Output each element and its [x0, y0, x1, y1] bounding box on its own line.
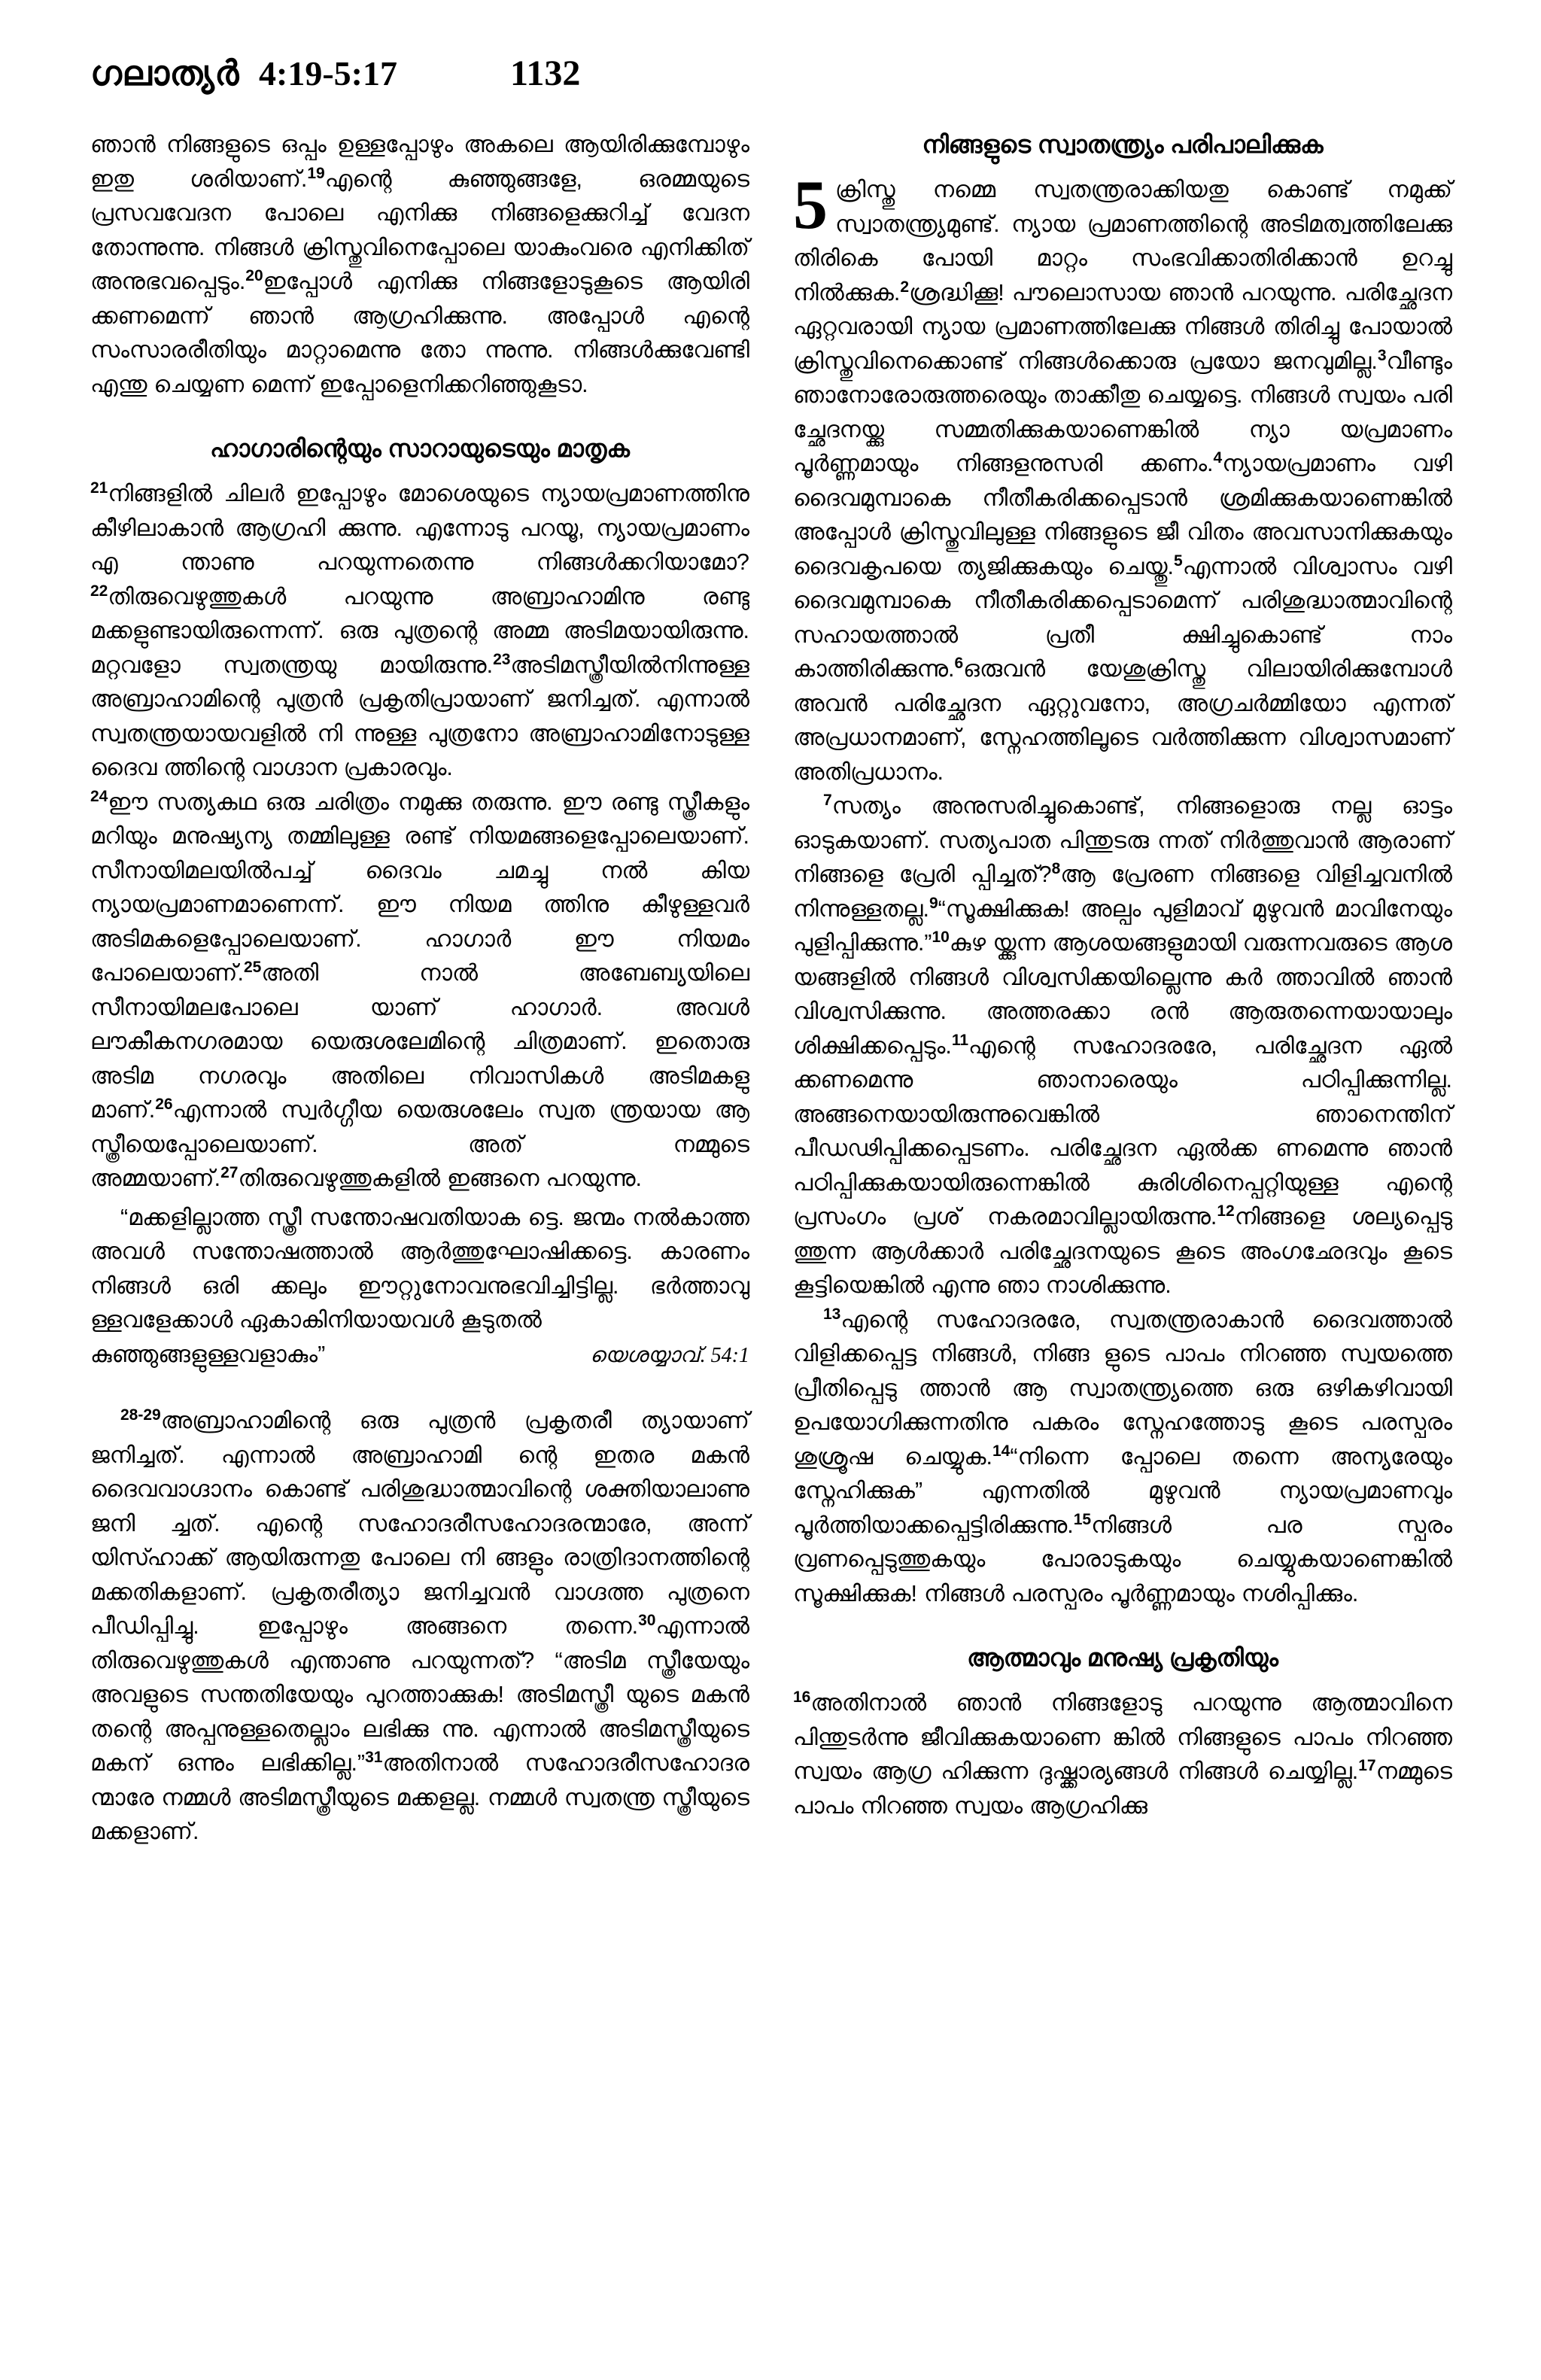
- verse-text: അബ്രാഹാമിന്റെ ഒരു പുത്രൻ പ്രകൃതരീ ത്യായാണ് ജനിച്ചത്. എന്നാൽ അബ്രാഹാമി ന്റെ ഇതര മകൻ ദൈവവാഗ്ദാനം കൊണ്ട് പരിശുദ്ധാത്മാവിന്റെ ശക്തിയാലാണു ജനി ച്ചത്. എന്റെ സഹോദരീസഹോദരന്മാരേ, അന്ന് യിസ്ഹാക്ക് ആയിരുന്നതു പോലെ നി ങ്ങളും രാത്രിദാനത്തിന്റെ മക്കതികളാണ്. പ്രകൃതരീത്യാ ജനിച്ചവൻ വാഗ്ദത്ത പുത്രനെ പീഡിപ്പിച്ചു. ഇപ്പോഴും അങ്ങനെ തന്നെ.: [90, 1408, 749, 1639]
- paragraph-verses-28-31: [90, 1404, 749, 1850]
- paragraph-chapter-5-verses-1-6: [793, 166, 1453, 789]
- verse-text: എന്റെ സഹോദരരേ, പരിച്ഛേദന ഏൽ ക്കണമെന്നു ഞാനാരെയും പഠിപ്പിക്കുന്നില്ല. അങ്ങനെയായിരുന്നുവെങ്കിൽ ഞാനെന്തിന് പീഡഢിപ്പിക്കപ്പെടണം. പരിച്ഛേദന ഏൽക്ക ണമെന്നു ഞാൻ പഠിപ്പിക്കുകയായിരുന്നെങ്കിൽ കുരിശിനെപ്പറ്റിയുള്ള എന്റെ പ്രസംഗം പ്രശ് നകരമാവില്ലായിരുന്നു.: [793, 1032, 1452, 1230]
- verse-number-10: 10: [932, 928, 950, 946]
- verse-number-31: 31: [365, 1748, 383, 1766]
- paragraph-verses-19-20: [90, 128, 749, 402]
- verse-text: ക്രിസ്തു നമ്മെ സ്വതന്ത്രരാക്കിയതു കൊണ്ട് നമുക്ക് സ്വാതന്ത്ര്യമുണ്ട്. ന്യായ പ്രമാണത്തിന്റെ അടിമത്വത്തിലേക്കു തിരികെ പോയി മാറ്റം സംഭവിക്കാതിരിക്കാൻ ഉറച്ചു നിൽക്കുക.: [793, 177, 1452, 305]
- verse-number-14: 14: [992, 1442, 1011, 1460]
- section-heading-keep-your-freedom: നിങ്ങളുടെ സ്വാതന്ത്ര്യം പരിപാലിക്കുക: [922, 131, 1324, 158]
- verse-text: “നിന്നെ പ്പോലെ തന്നെ അന്യരേയും സ്നേഹിക്കുക” എന്നതിൽ മുഴുവൻ ന്യായപ്രമാണവും പൂർത്തിയാക്കപ്പെട്ടിരിക്കുന്നു.: [793, 1443, 1452, 1538]
- verse-number-17: 17: [1358, 1756, 1376, 1774]
- verse-text: എന്നാൽ തിരുവെഴുത്തുകൾ എന്താണു പറയുന്നത്? “അടിമ സ്ത്രീയേയും അവളുടെ സന്തതിയേയും പുറത്താക്കുക! അടിമസ്ത്രീ യുടെ മകൻ തന്റെ അപ്പനുള്ളതെല്ലാം ലഭിക്കു ന്നു. എന്നാൽ അടിമസ്ത്രീയുടെ മകന് ഒന്നും ലഭിക്കില്ല.”: [90, 1613, 749, 1776]
- quote-text: “മക്കളില്ലാത്ത സ്ത്രീ സന്തോഷവതിയാക ട്ടെ. ജന്മം നൽകാത്ത അവൾ സന്തോഷത്താൽ ആർത്തുഘോഷിക്കട്ടെ. കാരണം നിങ്ങൾ ഒരി ക്കലും ഈറ്റുനോവനുഭവിച്ചിട്ടില്ല. ഭർത്താവു ള്ളവളേക്കാൾ ഏകാകിനിയായവൾ കൂടുതൽ: [90, 1204, 749, 1333]
- verse-number-21: 21: [90, 479, 108, 497]
- verse-text: കുഴ യ്ക്കുന്ന ആശയങ്ങളുമായി വരുന്നവരുടെ ആശ യങ്ങളിൽ നിങ്ങൾ വിശ്വസിക്കയില്ലെന്നു കർ ത്താവിൽ ഞാൻ വിശ്വസിക്കുന്നു. അത്തരക്കാ രൻ ആരുതന്നെയായാലും ശിക്ഷിക്കപ്പെടും.: [793, 930, 1452, 1059]
- scripture-citation: യെശയ്യാവ്. 54:1: [590, 1343, 749, 1367]
- verse-text: അതി നാൽ അബേബ്യയിലെ സീനായിമലപോലെ യാണ് ഹാഗാർ. അവൾ ലൗകീകനഗരമായ യെരുശലേമിന്റെ ചിത്രമാണ്. ഇതൊരു അടിമ നഗരവും അതിലെ നിവാസികൾ അടിമകളു മാണ്.: [90, 960, 749, 1123]
- verse-number-20: 20: [245, 266, 263, 284]
- verse-number-27: 27: [220, 1163, 239, 1181]
- verse-number-22: 22: [90, 582, 108, 600]
- verse-text: എന്നാൽ സ്വർഗ്ഗീയ യെരുശലേം സ്വത ന്ത്രയായ ആ സ്ത്രീയെപ്പോലെയാണ്. അത് നമ്മുടെ അമ്മയാണ്.: [90, 1097, 749, 1191]
- verse-number-15: 15: [1073, 1510, 1092, 1528]
- paragraph-verses-21-23: [90, 477, 749, 786]
- quote-last-line-with-citation: [90, 1338, 749, 1373]
- quote-last-line: കുഞ്ഞുങ്ങളുള്ളവളാകും”: [90, 1341, 326, 1367]
- verse-number-19: 19: [307, 164, 325, 182]
- verse-number-24: 24: [90, 787, 108, 805]
- verse-text: തിരുവെഴുത്തുകൾ പറയുന്നു അബ്രാഹാമിനു രണ്ടു മക്കളുണ്ടായിരുന്നെന്ന്. ഒരു പുത്രന്റെ അമ്മ അടിമയായിരുന്നു. മറ്റവളോ സ്വതന്ത്രയു മായിരുന്നു.: [90, 583, 749, 678]
- verse-number-4: 4: [1213, 448, 1223, 467]
- verse-number-26: 26: [155, 1095, 173, 1113]
- running-head-book-name: ഗലാത്യർ: [90, 53, 240, 93]
- paragraph-verses-7-12: [793, 789, 1452, 1303]
- verse-text: “സൂക്ഷിക്കുക! അല്പം പുളിമാവ് മുഴുവൻ മാവിനേയും പുളിപ്പിക്കുന്നു.”: [793, 895, 1452, 956]
- paragraph-verses-16-17: [793, 1686, 1452, 1823]
- verse-text: എന്നാൽ വിശ്വാസം വഴി ദൈവമുമ്പാകെ നീതീകരിക്കപ്പെടാമെന്ന് പരിശുദ്ധാത്മാവിന്റെ സഹായത്താൽ പ്രതീ ക്ഷിച്ചുകൊണ്ട് നാം കാത്തിരിക്കുന്നു.: [793, 553, 1453, 682]
- verse-number-12: 12: [1217, 1202, 1235, 1220]
- verse-number-13: 13: [823, 1305, 841, 1323]
- page-number: 1132: [509, 53, 581, 93]
- verse-text: ഒരുവൻ യേശുക്രിസ്തു വിലായിരിക്കുമ്പോൾ അവൻ പരിച്ഛേദന ഏറ്റുവനോ, അഗ്രചർമ്മിയോ എന്നത് അപ്രധാനമാണ്, സ്നേഹത്തിലൂടെ വർത്തിക്കുന്ന വിശ്വാസമാണ് അതിപ്രധാനം.: [793, 656, 1452, 785]
- verse-number-28-29: 28-29: [120, 1406, 161, 1424]
- paragraph-verses-13-15: [793, 1303, 1452, 1612]
- verse-text: ഈ സത്യകഥ ഒരു ചരിത്രം നമുക്കു തരുന്നു. ഈ രണ്ടു സ്ത്രീകളും മറിയും മനുഷ്യന്യ തമ്മിലുള്ള രണ്ട് നിയമങ്ങളെപ്പോലെയാണ്. സീനായിമലയിൽപച്ച് ദൈവം ചമച്ചു നൽ കിയ ന്യായപ്രമാണമാണെന്ന്. ഈ നിയമ ത്തിനു കീഴുള്ളവർ അടിമകളെപ്പോലെയാണ്. ഹാഗാർ ഈ നിയമം പോലെയാണ്.: [90, 789, 749, 986]
- left-column: [90, 128, 749, 2355]
- verse-text: നിങ്ങൾ പര സ്പരം വ്രണപ്പെടുത്തുകയും പോരാടുകയും ചെയ്യുകയാണെങ്കിൽ സൂക്ഷിക്കുക! നിങ്ങൾ പരസ്പരം പൂർണ്ണമായും നശിപ്പിക്കും.: [793, 1512, 1452, 1606]
- verse-number-5: 5: [1174, 552, 1183, 570]
- verse-number-25: 25: [243, 958, 262, 976]
- verse-text: അതിനാൽ ഞാൻ നിങ്ങളോടു പറയുന്നു ആത്മാവിനെ പിന്തുടർന്നു ജീവിക്കുകയാണെ ങ്കിൽ നിങ്ങളുടെ പാപം നിറഞ്ഞ സ്വയം ആഗ്ര ഹിക്കുന്ന ദുഷ്ക്കാര്യങ്ങൾ നിങ്ങൾ ചെയ്യില്ല.: [793, 1690, 1452, 1784]
- chapter-number-drop-cap: 5: [793, 166, 828, 243]
- verse-number-8: 8: [1051, 859, 1061, 877]
- verse-number-16: 16: [793, 1688, 811, 1706]
- verse-text: നിങ്ങളെ ശല്യപ്പെടു ത്തുന്ന ആൾക്കാർ പരിച്ഛേദനയുടെ കൂടെ അംഗഛേദവും കൂടെ കൂട്ടിയെങ്കിൽ എന്നു ഞാ നാശിക്കുന്നു.: [793, 1204, 1452, 1298]
- verse-number-2: 2: [900, 278, 910, 296]
- verse-number-6: 6: [954, 654, 964, 672]
- verse-text: സത്യം അനുസരിച്ചുകൊണ്ട്, നിങ്ങളൊരു നല്ല ഓട്ടം ഓടുകയാണ്. സത്യപാത പിന്തുടരു ന്നത് നിർത്തുവാൻ ആരാണ് നിങ്ങളെ പ്രേരി പ്പിച്ചത്?: [793, 793, 1452, 887]
- verse-text: ഞാൻ നിങ്ങളുടെ ഒപ്പം ഉള്ളപ്പോഴും അകലെ ആയിരിക്കുമ്പോഴും ഇതു ശരിയാണ്.: [90, 132, 749, 192]
- verse-text: ഇപ്പോൾ എനിക്കു നിങ്ങളോടുകൂടെ ആയിരി ക്കണമെന്ന് ഞാൻ ആഗ്രഹിക്കുന്നു. അപ്പോൾ എന്റെ സംസാരരീതിയും മാറ്റാമെന്നു തോ ന്നുന്നു. നിങ്ങൾക്കുവേണ്ടി എന്തു ചെയ്യണ മെന്ന് ഇപ്പോളെനിക്കറിഞ്ഞുകൂടാ.: [90, 269, 749, 397]
- verse-text: അതിനാൽ സഹോദരീസഹോദര ന്മാരേ നമ്മൾ അടിമസ്ത്രീയുടെ മക്കളല്ല. നമ്മൾ സ്വതന്ത്ര സ്ത്രീയുടെ മക്കളാണ്.: [90, 1750, 749, 1844]
- right-column: [793, 128, 1452, 2355]
- running-head-reference: 4:19-5:17: [259, 54, 397, 93]
- running-head: [90, 53, 1451, 105]
- section-heading-hagar-sarah: ഹാഗാരിന്റെയും സാറായുടെയും മാതൃക: [210, 435, 630, 462]
- verse-text: വീണ്ടും ഞാനോരോരുത്തരെയും താക്കീതു ചെയ്യട്ടെ. നിങ്ങൾ സ്വയം പരി ച്ഛേദനയ്ക്കു സമ്മതിക്കുകയാണെങ്കിൽ ന്യാ യപ്രമാണം പൂർണ്ണമായും നിങ്ങളനുസരി ക്കണം.: [793, 348, 1452, 476]
- paragraph-spacer: [90, 1372, 749, 1404]
- verse-text: എന്റെ സഹോദരരേ, സ്വതന്ത്രരാകാൻ ദൈവത്താൽ വിളിക്കപ്പെട്ട നിങ്ങൾ, നിങ്ങ ളുടെ പാപം നിറഞ്ഞ സ്വയത്തെ പ്രീതിപ്പെടു ത്താൻ ആ സ്വാതന്ത്ര്യത്തെ ഒരു ഒഴികഴിവായി ഉപയോഗിക്കുന്നതിനു പകരം സ്നേഹത്തോടു കൂടെ പരസ്പരം ശുശ്രൂഷ ചെയ്യുക.: [793, 1306, 1452, 1470]
- verse-text: ശ്രദ്ധിക്കൂ! പൗലൊസായ ഞാൻ പറയുന്നു. പരിച്ഛേദന ഏറ്റവരായി ന്യായ പ്രമാണത്തിലേക്കു നിങ്ങൾ തിരിച്ചു പോയാൽ ക്രിസ്തുവിനെക്കൊണ്ട് നിങ്ങൾക്കൊരു പ്രയോ ജനവുമില്ല.: [793, 279, 1452, 374]
- verse-text: എന്റെ കുഞ്ഞുങ്ങളേ, ഒരമ്മയുടെ പ്രസവവേദന പോലെ എനിക്കു നിങ്ങളെക്കുറിച്ച് വേദന തോന്നുന്നു. നിങ്ങൾ ക്രിസ്തുവിനെപ്പോലെ യാകുംവരെ എനിക്കിത് അനുഭവപ്പെടും.: [90, 166, 749, 294]
- verse-text: ആ പ്രേരണ നിങ്ങളെ വിളിച്ചവനിൽ നിന്നുള്ളതല്ല.: [793, 862, 1452, 922]
- verse-text: തിരുവെഴുത്തുകളിൽ ഇങ്ങനെ പറയുന്നു.: [238, 1166, 642, 1191]
- verse-text: നമ്മുടെ പാപം നിറഞ്ഞ സ്വയം ആഗ്രഹിക്കു: [793, 1758, 1452, 1819]
- verse-number-11: 11: [951, 1031, 969, 1049]
- verse-number-30: 30: [638, 1611, 656, 1629]
- verse-number-9: 9: [929, 894, 938, 912]
- verse-number-7: 7: [823, 791, 832, 809]
- paragraph-verses-24-27: [90, 786, 749, 1196]
- verse-number-3: 3: [1377, 346, 1387, 364]
- body-columns: [90, 128, 1452, 2355]
- verse-text: അടിമസ്ത്രീയിൽനിന്നുള്ള അബ്രാഹാമിന്റെ പുത്രൻ പ്രകൃതിപ്രായാണ് ജനിച്ചത്. എന്നാൽ സ്വതന്ത്രയായവളിൽ നി ന്നുള്ള പുത്രനോ അബ്രാഹാമിനോടുള്ള ദൈവ ത്തിന്റെ വാഗ്ദാന പ്രകാരവും.: [90, 652, 749, 780]
- verse-text: ന്യായപ്രമാണം വഴി ദൈവമുമ്പാകെ നീതീകരിക്കപ്പെടാൻ ശ്രമിക്കുകയാണെങ്കിൽ അപ്പോൾ ക്രിസ്തുവിലുള്ള നിങ്ങളുടെ ജീ വിതം അവസാനിക്കുകയും ദൈവകൃപയെ ത്യജിക്കുകയും ചെയ്തു.: [793, 451, 1452, 579]
- verse-text: നിങ്ങളിൽ ചിലർ ഇപ്പോഴും മോശെയുടെ ന്യായപ്രമാണത്തിനു കീഴിലാകാൻ ആഗ്രഹി ക്കുന്നു. എന്നോടു പറയൂ, ന്യായപ്രമാണം എ ന്താണു പറയുന്നതെന്നു നിങ്ങൾക്കറിയാമോ?: [90, 481, 749, 575]
- verse-number-23: 23: [493, 650, 511, 668]
- scripture-quote-block: [90, 1201, 749, 1338]
- section-heading-spirit-and-human-nature: ആത്മാവും മനുഷ്യ പ്രകൃതിയും: [967, 1644, 1278, 1671]
